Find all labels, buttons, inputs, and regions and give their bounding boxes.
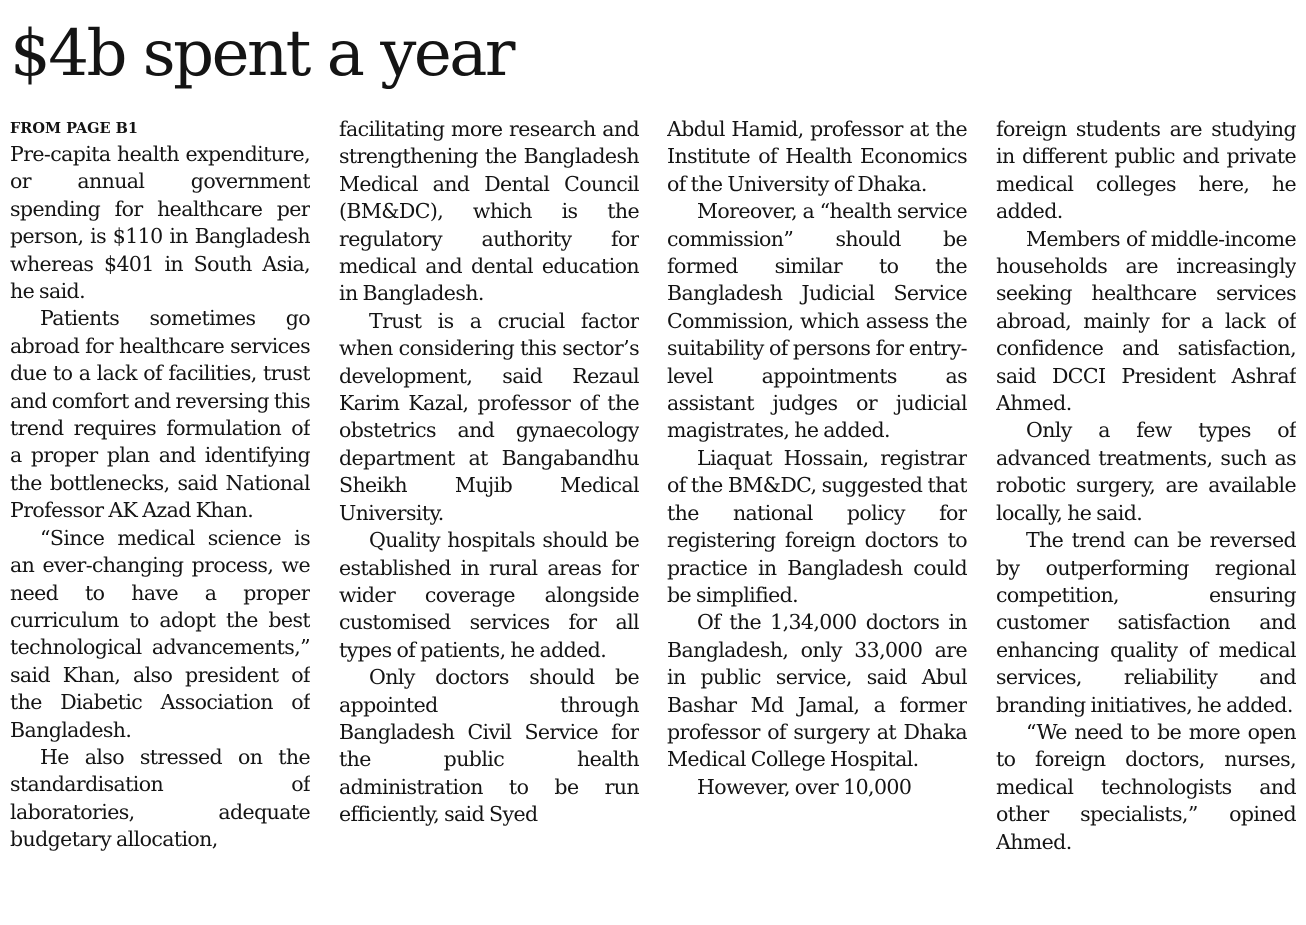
article-column-2: [339, 116, 639, 921]
article-column-1: [10, 116, 310, 921]
paragraph-continued: foreign students are studying in different public and private medical colleges here, he added.: [996, 117, 1296, 224]
paragraph-continued: Abdul Hamid, professor at the Institute of Health Economics of the University of Dhaka.: [667, 117, 967, 196]
paragraph: “We need to be more open to foreign doctors, nurses, medical technologists and other specialists,” opined Ahmed.: [996, 719, 1296, 854]
article-column-3: [667, 116, 967, 921]
headline: $4b spent a year: [10, 17, 513, 91]
paragraph: Moreover, a “health service commission” should be formed similar to the Bangladesh Judicial Service Commission, which assess the suitability of persons for entry-level appointments as assistant judges or judicial magistrates, he added.: [667, 199, 967, 443]
paragraph: Members of middle-income households are increasingly seeking healthcare services abroad, mainly for a lack of confidence and satisfaction, said DCCI President Ashraf Ahmed.: [996, 226, 1296, 416]
paragraph: Pre-capita health expenditure, or annual government spending for healthcare per person, is $110 in Bangladesh whereas $401 in South Asia, he said.: [10, 142, 310, 304]
paragraph: “Since medical science is an ever-changing process, we need to have a proper curriculum to adopt the best technological advancements,” said Khan, also president of the Diabetic Association of Bangladesh.: [10, 525, 310, 742]
jump-label: FROM PAGE B1: [10, 120, 139, 137]
paragraph: He also stressed on the standardisation of laboratories, adequate budgetary allocation,: [10, 744, 310, 852]
paragraph: Patients sometimes go abroad for healthcare services due to a lack of facilities, trust and comfort and reversing this trend requires formulation of a proper plan and identifying the bottlenecks, said National Professor AK Azad Khan.: [10, 306, 310, 523]
paragraph: Liaquat Hossain, registrar of the BM&DC, suggested that the national policy for registering foreign doctors to practice in Bangladesh could be simplified.: [667, 445, 967, 607]
article-column-4: [996, 116, 1296, 921]
paragraph: Only doctors should be appointed through Bangladesh Civil Service for the public health administration to be run efficiently, said Syed: [339, 665, 639, 827]
paragraph: Trust is a crucial factor when considering this sector’s development, said Rezaul Karim Kazal, professor of the obstetrics and gynaecology department at Bangabandhu Sheikh Mujib Medical University.: [339, 308, 639, 525]
paragraph: However, over 10,000: [697, 774, 912, 799]
paragraph: Quality hospitals should be established in rural areas for wider coverage alongside customised services for all types of patients, he added.: [339, 528, 639, 662]
paragraph-continued: facilitating more research and strengthening the Bangladesh Medical and Dental Council (BM&DC), which is the regulatory authority for medical and dental education in Bangladesh.: [339, 117, 639, 306]
paragraph: Only a few types of advanced treatments, such as robotic surgery, are available locally, he said.: [996, 418, 1296, 525]
paragraph: The trend can be reversed by outperforming regional competition, ensuring customer satisfaction and enhancing quality of medical services, reliability and branding initiatives, he added.: [996, 528, 1296, 717]
paragraph: Of the 1,34,000 doctors in Bangladesh, only 33,000 are in public service, said Abul Bashar Md Jamal, a former professor of surgery at Dhaka Medical College Hospital.: [667, 610, 967, 772]
